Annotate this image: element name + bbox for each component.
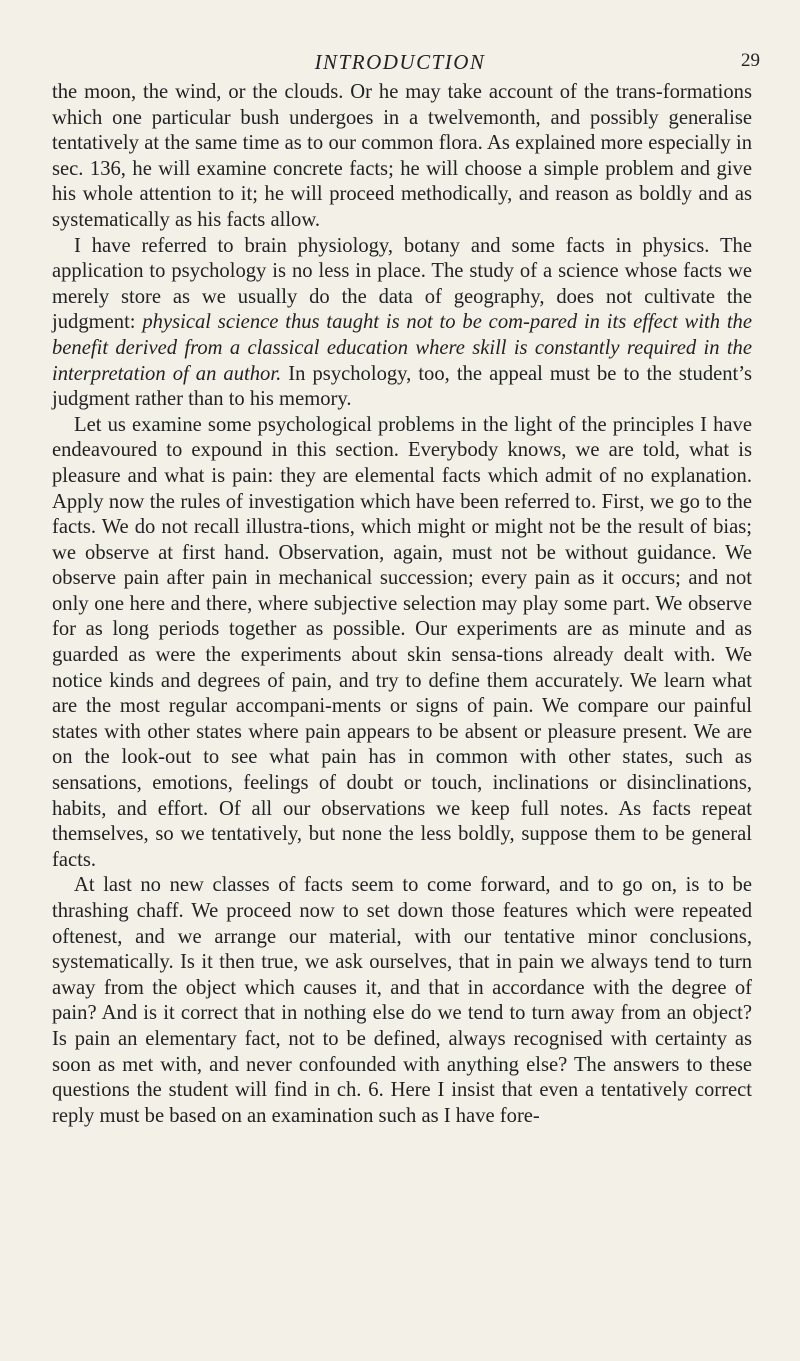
- paragraph: [52, 873, 752, 1129]
- running-title: INTRODUCTION: [314, 50, 486, 74]
- paragraph: [52, 80, 752, 234]
- italic-text-segment: physical science thus taught is not to be com-pared in its effect with the benefit derived from a classical education where skill is constantly required in the interpretation of an author.: [52, 311, 752, 385]
- running-head: [40, 50, 760, 80]
- body-text: [52, 80, 752, 1129]
- text-segment: Let us examine some psychological problems in the light of the principles I have endeavoured to expound in this section. Everybody knows, we are told, what is pleasure and what is pain: they are elemental facts which admit of no explanation. Apply now the rules of investigation which have been referred to. First, we go to the facts. We do not recall illustra-tions, which might or might not be the result of bias; we observe at first hand. Observation, again, must not be without guidance. We observe pain after pain in mechanical succession; every pain as it occurs; and not only one here and there, where subjective selection may play some part. We observe for as long periods together as possible. Our experiments are as minute and as guarded as were the experiments about skin sensa-tions already dealt with. We notice kinds and degrees of pain, and try to define them accurately. We learn what are the most regular accompani-ments or signs of pain. We compare our painful states with other states where pain appears to be absent or pleasure present. We are on the look-out to see what pain has in common with other states, such as sensations, emotions, feelings of doubt or touch, inclinations or disinclinations, habits, and effort. Of all our observations we keep full notes. As facts repeat themselves, so we tentatively, but none the less boldly, suppose them to be general facts.: [52, 413, 752, 871]
- text-segment: At last no new classes of facts seem to come forward, and to go on, is to be thrashing chaff. We proceed now to set down those features which were repeated oftenest, and we arrange our material, with our tentative minor conclusions, systematically. Is it then true, we ask ourselves, that in pain we always tend to turn away from the object which causes it, and that in accordance with the degree of pain? And is it correct that in nothing else do we tend to turn away from an object? Is pain an elementary fact, not to be defined, always recognised with certainty as soon as met with, and never confounded with anything else? The answers to these questions the student will find in ch. 6. Here I insist that even a tentatively correct reply must be based on an examination such as I have fore-: [52, 874, 752, 1127]
- paragraph: [52, 234, 752, 413]
- text-segment: In psychology, too, the appeal must be to the student’s judgment rather than to his memory.: [52, 362, 753, 411]
- paragraph: [52, 413, 752, 874]
- text-segment: the moon, the wind, or the clouds. Or he may take account of the trans-formations which one particular bush undergoes in a twelvemonth, and possibly generalise tentatively at the same time as to our common flora. As explained more especially in sec. 136, he will examine concrete facts; he will choose a simple problem and give his whole attention to it; he will proceed methodically, and reason as boldly and as systematically as his facts allow.: [52, 81, 752, 231]
- page-number: 29: [741, 50, 760, 71]
- text-segment: I have referred to brain physiology, botany and some facts in physics. The application to psychology is no less in place. The study of a science whose facts we merely store as we usually do the data of geography, does not cultivate the judgment:: [52, 234, 752, 334]
